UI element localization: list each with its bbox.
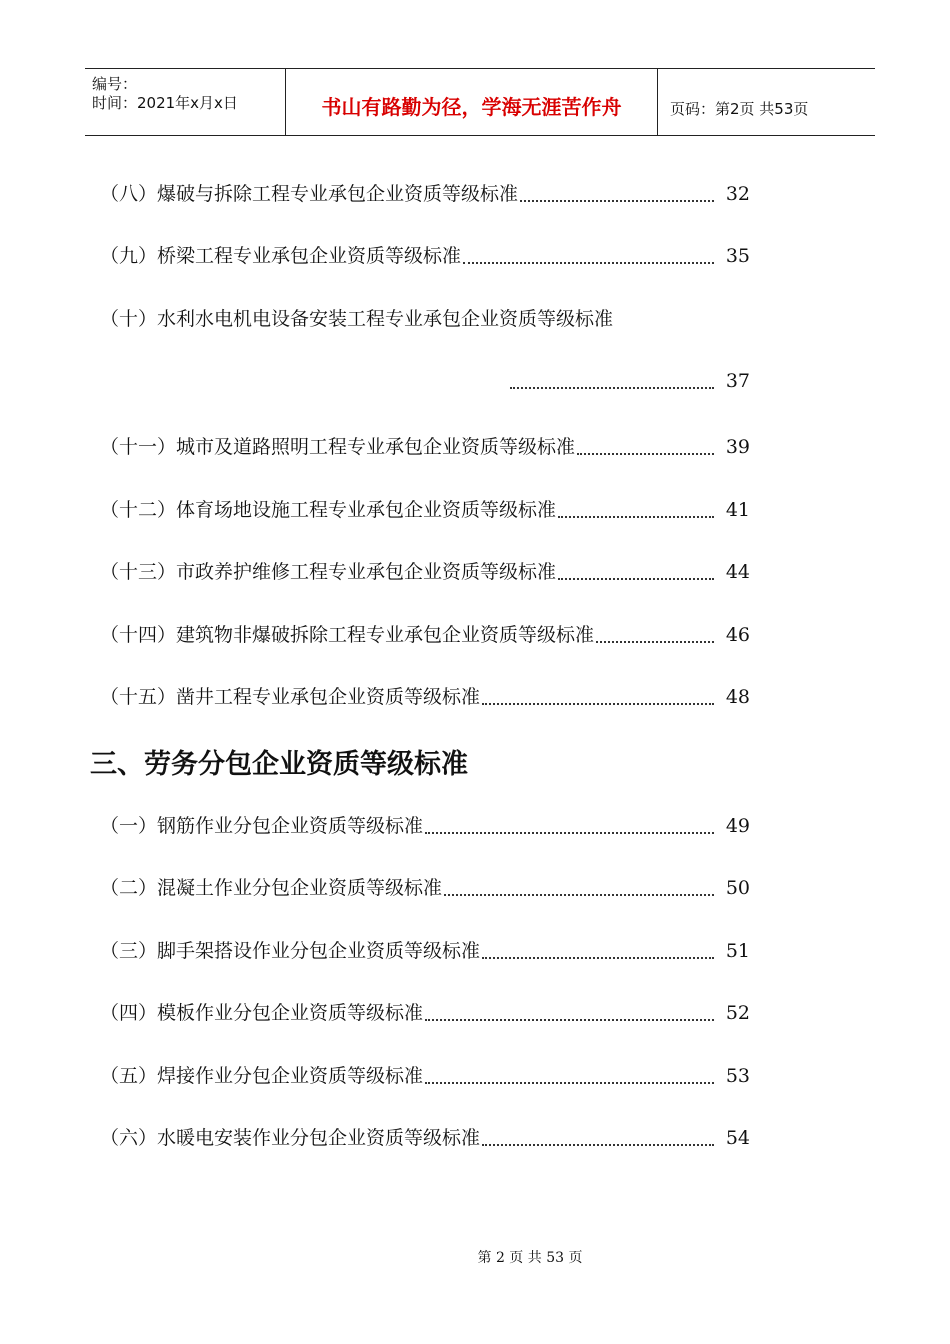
toc-entry-page: 49	[725, 815, 750, 837]
header-meta-cell	[85, 69, 286, 135]
toc-leader-dots	[558, 516, 714, 518]
toc-entry-page: 35	[725, 245, 750, 267]
toc-entry-title: （八）爆破与拆除工程专业承包企业资质等级标准	[100, 183, 519, 205]
toc-entry-title: （四）模板作业分包企业资质等级标准	[100, 1002, 424, 1024]
toc-entry[interactable]	[100, 241, 750, 271]
toc-entry-page: 32	[725, 183, 750, 205]
toc-entry-page: 44	[725, 561, 750, 583]
toc-entry-page: 51	[725, 940, 750, 962]
toc-entry-title: （十三）市政养护维修工程专业承包企业资质等级标准	[100, 561, 557, 583]
toc-leader-dots	[558, 578, 714, 580]
toc-entry-page: 52	[725, 1002, 750, 1024]
toc-entry-page: 39	[725, 436, 750, 458]
toc-entry-page: 50	[725, 877, 750, 899]
toc-entry[interactable]	[100, 495, 750, 525]
toc-leader-dots	[482, 957, 714, 959]
toc-entry-title: （二）混凝土作业分包企业资质等级标准	[100, 877, 443, 899]
toc-entry-page: 41	[725, 499, 750, 521]
toc-entry[interactable]	[100, 179, 750, 209]
toc-entry[interactable]	[100, 811, 750, 841]
toc-entry[interactable]	[100, 557, 750, 587]
toc-leader-dots	[444, 894, 714, 896]
toc-leader-dots	[577, 453, 714, 455]
toc-entry[interactable]	[100, 432, 750, 462]
toc-entry-wrapped[interactable]	[100, 304, 750, 334]
toc-entry-title: （一）钢筋作业分包企业资质等级标准	[100, 815, 424, 837]
header-page-info: 页码：第2页 共53页	[670, 99, 809, 118]
toc-entry-title: （三）脚手架搭设作业分包企业资质等级标准	[100, 940, 481, 962]
toc-entry-continuation[interactable]	[510, 366, 750, 396]
toc-entry-page: 37	[725, 370, 750, 392]
toc-leader-dots	[425, 1082, 714, 1084]
toc-entry-title: （十四）建筑物非爆破拆除工程专业承包企业资质等级标准	[100, 624, 595, 646]
toc-entry[interactable]	[100, 936, 750, 966]
toc-entry-page: 54	[725, 1127, 750, 1149]
toc-entry-title: （十五）凿井工程专业承包企业资质等级标准	[100, 686, 481, 708]
document-number-label: 编号：	[92, 75, 138, 93]
toc-entry[interactable]	[100, 1061, 750, 1091]
toc-entry-page: 53	[725, 1065, 750, 1087]
page-footer: 第 2 页 共 53 页	[477, 1250, 583, 1266]
document-date-label: 时间：2021年x月x日	[92, 94, 238, 112]
toc-leader-dots	[425, 832, 714, 834]
toc-leader-dots	[520, 200, 714, 202]
toc-entry-page: 48	[725, 686, 750, 708]
toc-entry-page: 46	[725, 624, 750, 646]
toc-leader-dots	[596, 641, 714, 643]
toc-leader-dots	[510, 387, 714, 389]
toc-entry[interactable]	[100, 998, 750, 1028]
toc-entry-title: （十一）城市及道路照明工程专业承包企业资质等级标准	[100, 436, 576, 458]
toc-entry[interactable]	[100, 1123, 750, 1153]
toc-entry[interactable]	[100, 620, 750, 650]
toc-entry[interactable]	[100, 873, 750, 903]
toc-entry-title: （九）桥梁工程专业承包企业资质等级标准	[100, 245, 462, 267]
toc-leader-dots	[482, 1144, 714, 1146]
header-motto: 书山有路勤为径，学海无涯苦作舟	[286, 69, 658, 135]
toc-leader-dots	[482, 703, 714, 705]
toc-entry-title: （十）水利水电机电设备安装工程专业承包企业资质等级标准	[100, 308, 614, 330]
page-header	[85, 68, 875, 136]
toc-leader-dots	[425, 1019, 714, 1021]
toc-entry-title: （五）焊接作业分包企业资质等级标准	[100, 1065, 424, 1087]
toc-entry-title: （十二）体育场地设施工程专业承包企业资质等级标准	[100, 499, 557, 521]
toc-entry[interactable]	[100, 682, 750, 712]
section-heading: 三、劳务分包企业资质等级标准	[90, 749, 468, 780]
toc-entry-title: （六）水暖电安装作业分包企业资质等级标准	[100, 1127, 481, 1149]
toc-leader-dots	[463, 262, 714, 264]
